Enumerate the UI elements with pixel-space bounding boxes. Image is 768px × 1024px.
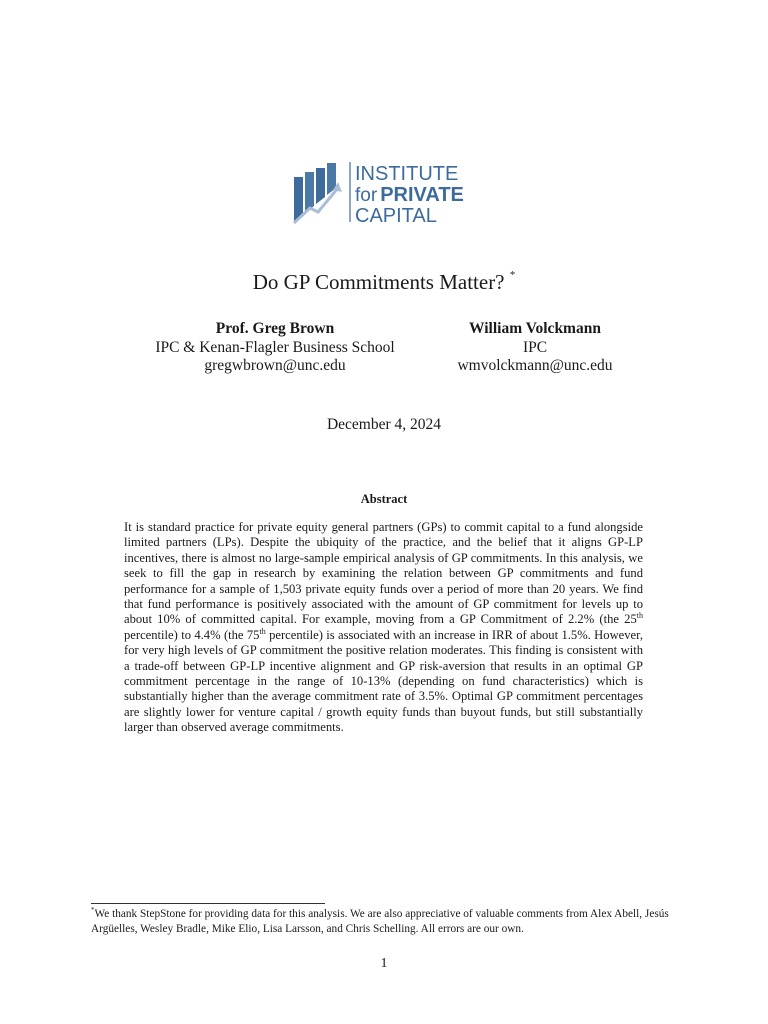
author-block-1 [140,320,410,376]
title-footnote-marker: * [509,269,516,281]
logo-line2-main: PRIVATE [380,184,464,206]
paper-title [0,270,768,295]
author-name: William Volckmann [469,320,601,337]
institute-for-private-capital-logo [292,160,472,226]
author-affiliation: IPC & Kenan-Flagler Business School [155,338,395,356]
author-block-2 [440,320,630,376]
logo-bars-icon [294,163,342,223]
abstract-heading: Abstract [360,492,408,506]
abstract-text-part1: It is standard practice for private equity general partners (GPs) to commit capital to a fund alongside limited partners (LPs). Despite the ubiquity of the practice, and the belief that it aligns GP-LP incentives, there is almost no large-sample empirical analysis of GP commitments. In this analysis, we seek to fill the gap in research by examining the relation between GP commitments and fund performance for a sample of 1,503 private equity funds over a period of more than 20 years. We find that fund performance is positively associated with the amount of GP commitment for levels up to about 10% of committed capital. For example, moving from a GP Commitment of 2.2% (the 25 [124,520,643,627]
author-affiliation: IPC [522,338,548,356]
paper-date: December 4, 2024 [326,416,442,433]
logo-graphic [292,160,472,226]
abstract-text-part3: percentile) is associated with an increase in IRR of about 1.5%. However, for very high levels of GP commitment the positive relation moderates. This finding is consistent with a trade-off between GP-LP incentive alignment and GP risk-aversion that results in an optimal GP commitment percentage in the range of 10-13% (depending on fund characteristics) which is substantially higher than the average commitment rate of 3.5%. Optimal GP commitment percentages are slightly lower for venture capital / growth equity funds than buyout funds, but still substantially larger than observed average commitments. [124,627,643,735]
footnote-text: We thank StepStone for providing data for this analysis. We are also appreciative of valuable comments from Alex Abell, Jesús Argüelles, Wesley Bradle, Mike Elio, Lisa Larsson, and Chris Schelling. All errors are our own. [91,908,669,935]
footnote-marker: * [91,906,95,915]
page-number: 1 [380,956,388,971]
abstract-text-part2: percentile) to 4.4% (the 75 [124,627,260,642]
svg-text:forPRIVATE [355,184,464,206]
author-name: Prof. Greg Brown [215,320,335,337]
logo-line1: INSTITUTE [355,163,459,185]
footnote [91,907,681,936]
logo-line2-prefix: for [355,185,378,206]
author-email: wmvolckmann@unc.edu [457,357,613,374]
logo-line3: CAPITAL [355,205,437,226]
abstract-body [124,520,643,736]
abstract-superscript: th [636,611,643,621]
footnote-divider [91,903,325,904]
author-email: gregwbrown@unc.edu [204,357,346,374]
abstract-superscript: th [259,626,266,636]
paper-title-text: Do GP Commitments Matter? [252,270,505,294]
